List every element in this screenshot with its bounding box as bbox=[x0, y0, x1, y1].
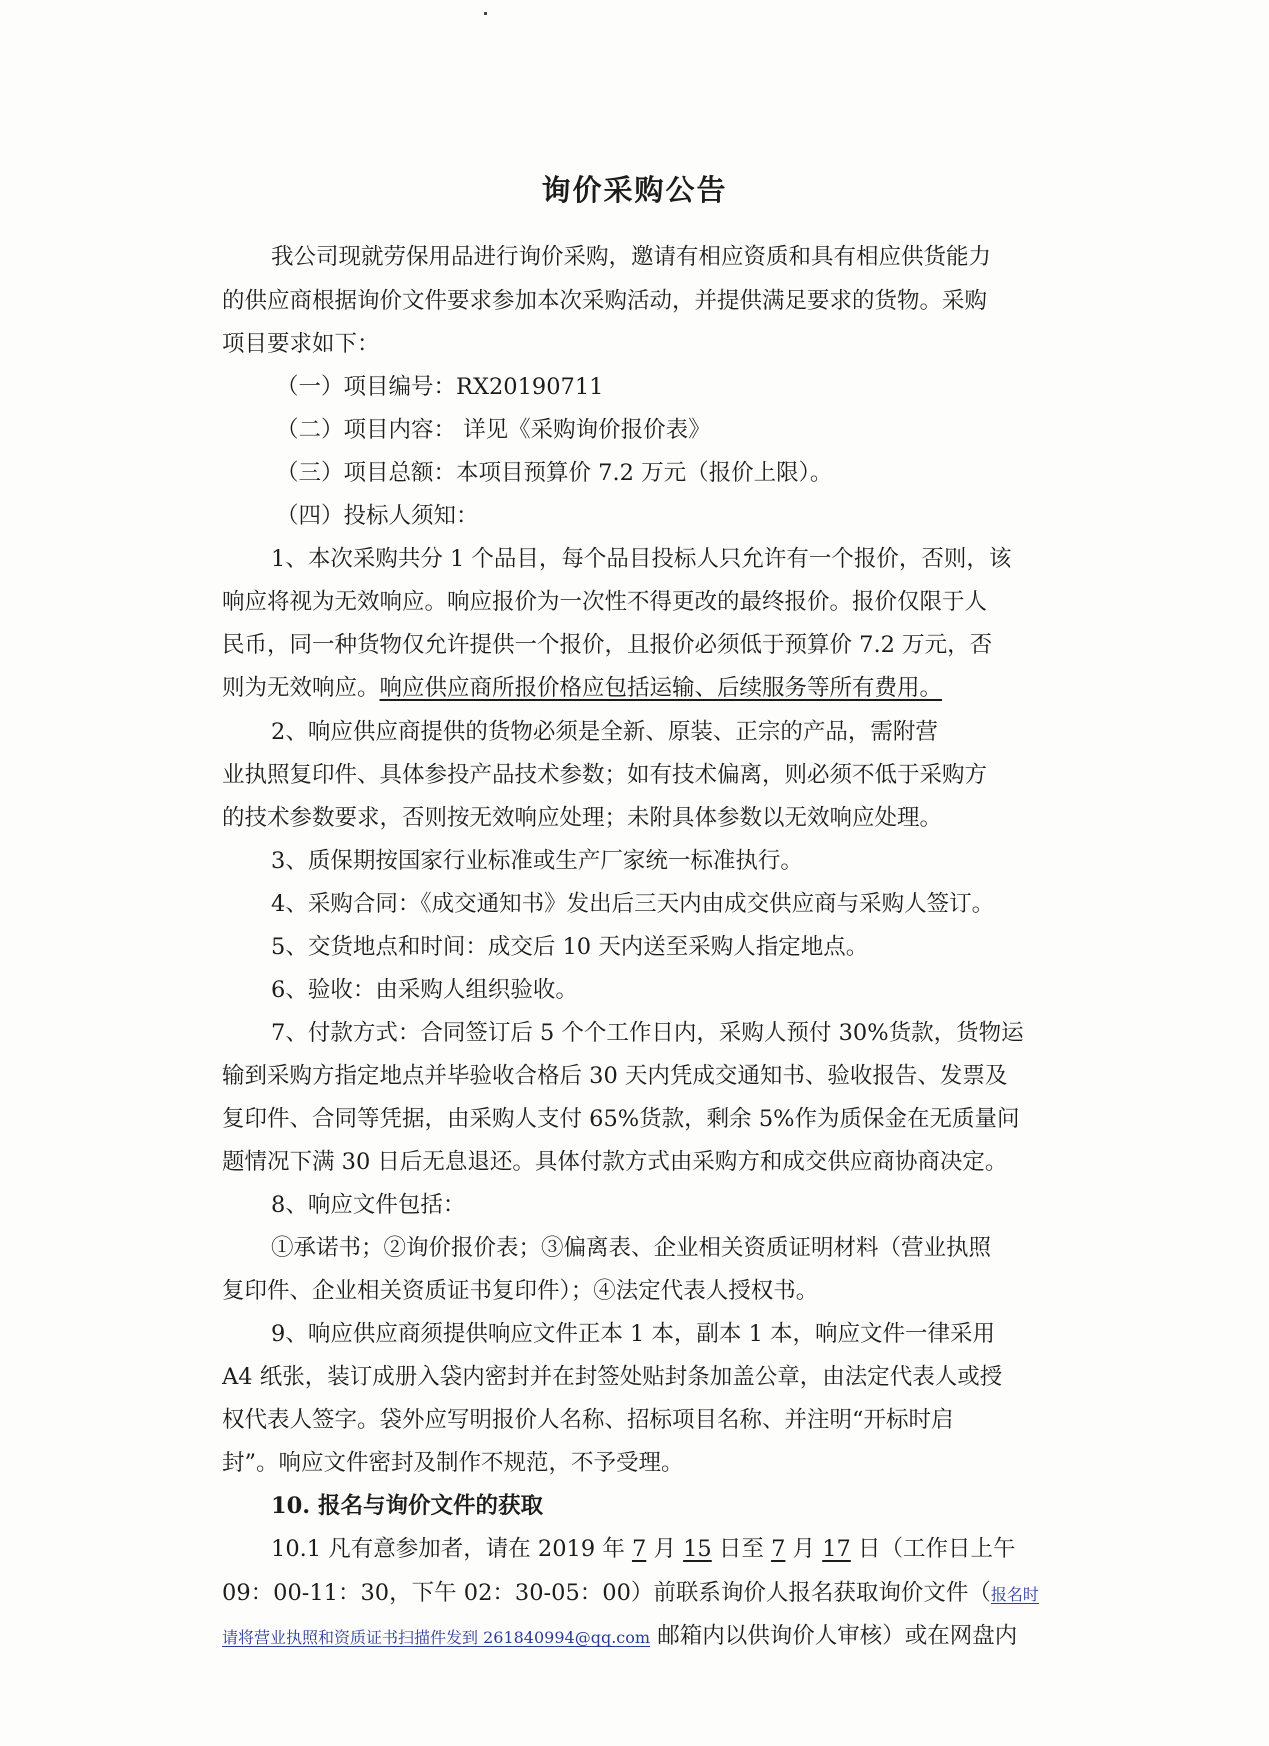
s10-text-d: 月 bbox=[785, 1536, 823, 1562]
s10-line-3-text: 邮箱内以供询价人审核）或在网盘内 bbox=[650, 1623, 1018, 1649]
p8-line-2: ①承诺书；②询价报价表；③偏离表、企业相关资质证明材料（营业执照 bbox=[271, 1235, 992, 1261]
s10-line-3 bbox=[222, 1621, 1077, 1653]
intro-line-2: 的供应商根据询价文件要求参加本次采购活动，并提供满足要求的货物。采购 bbox=[222, 288, 988, 314]
s10-line-2 bbox=[222, 1578, 1077, 1610]
p2-line-1: 2、响应供应商提供的货物必须是全新、原装、正宗的产品，需附营 bbox=[271, 719, 938, 745]
p1-line-3: 民币，同一种货物仅允许提供一个报价，且报价必须低于预算价 7.2 万元，否 bbox=[222, 632, 993, 658]
s10-text-c: 日至 bbox=[711, 1536, 772, 1562]
s10-text-b: 月 bbox=[646, 1536, 684, 1562]
p2-line-2: 业执照复印件、具体参投产品技术参数；如有技术偏离，则必须不低于采购方 bbox=[222, 762, 988, 788]
p8-line-1: 8、响应文件包括： bbox=[271, 1192, 466, 1218]
p3-line: 3、质保期按国家行业标准或生产厂家统一标准执行。 bbox=[271, 848, 803, 874]
p4-line: 4、采购合同：《成交通知书》发出后三天内由成交供应商与采购人签订。 bbox=[271, 891, 995, 917]
page-title: 询价采购公告 bbox=[541, 173, 728, 207]
crop-mark bbox=[484, 12, 487, 15]
s10-month-2: 7 bbox=[771, 1536, 786, 1562]
s10-line-1 bbox=[271, 1534, 1126, 1564]
p9-line-3: 权代表人签字。袋外应写明报价人名称、招标项目名称、并注明“开标时启 bbox=[222, 1407, 954, 1433]
item-bidder-notice: （四）投标人须知： bbox=[276, 503, 479, 529]
p1-underlined-text: 响应供应商所报价格应包括运输、后续服务等所有费用。 bbox=[379, 675, 943, 701]
p9-line-2: A4 纸张，装订成册入袋内密封并在封签处贴封条加盖公章，由法定代表人或授 bbox=[222, 1364, 1003, 1390]
s10-day-1: 15 bbox=[683, 1536, 712, 1562]
p7-line-3: 复印件、合同等凭据，由采购人支付 65%货款，剩余 5%作为质保金在无质量问 bbox=[222, 1106, 1020, 1132]
p1-line-4 bbox=[222, 673, 1077, 703]
p1-line-4-text: 则为无效响应。 bbox=[222, 675, 380, 701]
s10-text-e: 日（工作日上午 bbox=[850, 1536, 1016, 1562]
p8-line-3: 复印件、企业相关资质证书复印件）；④法定代表人授权书。 bbox=[222, 1278, 819, 1304]
item-project-total: （三）项目总额：本项目预算价 7.2 万元（报价上限）。 bbox=[276, 460, 833, 486]
s10-month-1: 7 bbox=[631, 1536, 647, 1562]
p7-line-1: 7、付款方式：合同签订后 5 个个工作日内，采购人预付 30%货款，货物运 bbox=[271, 1020, 1024, 1046]
item-project-content: （二）项目内容： 详见《采购询价报价表》 bbox=[276, 417, 711, 443]
p9-line-1: 9、响应供应商须提供响应文件正本 1 本，副本 1 本，响应文件一律采用 bbox=[271, 1321, 996, 1347]
intro-line-3: 项目要求如下： bbox=[222, 331, 380, 357]
p1-line-2: 响应将视为无效响应。响应报价为一次性不得更改的最终报价。报价仅限于人 bbox=[222, 589, 988, 615]
p1-line-1: 1、本次采购共分 1 个品目，每个品目投标人只允许有一个报价，否则，该 bbox=[271, 546, 1012, 572]
s10-text-a: 10.1 凡有意参加者，请在 2019 年 bbox=[271, 1536, 632, 1562]
p5-line: 5、交货地点和时间：成交后 10 天内送至采购人指定地点。 bbox=[271, 934, 869, 960]
s10-line-2-text: 09：00-11：30，下午 02：30-05：00）前联系询价人报名获取询价文件（ bbox=[222, 1580, 991, 1606]
s10-day-2: 17 bbox=[822, 1536, 851, 1562]
p6-line: 6、验收：由采购人组织验收。 bbox=[271, 977, 578, 1003]
email-submission-link[interactable]: 请将营业执照和资质证书扫描件发到 261840994@qq.com bbox=[222, 1628, 651, 1647]
p7-line-4: 题情况下满 30 日后无息退还。具体付款方式由采购方和成交供应商协商决定。 bbox=[222, 1149, 1008, 1175]
item-project-number: （一）项目编号：RX20190711 bbox=[276, 374, 604, 400]
p7-line-2: 输到采购方指定地点并毕验收合格后 30 天内凭成交通知书、验收报告、发票及 bbox=[222, 1063, 1008, 1089]
p9-line-4: 封”。响应文件密封及制作不规范，不予受理。 bbox=[222, 1450, 684, 1476]
p2-line-3: 的技术参数要求，否则按无效响应处理；未附具体参数以无效响应处理。 bbox=[222, 805, 943, 831]
section-10-heading: 10. 报名与询价文件的获取 bbox=[271, 1493, 543, 1519]
intro-line-1: 我公司现就劳保用品进行询价采购，邀请有相应资质和具有相应供货能力 bbox=[271, 244, 992, 270]
registration-note-link[interactable]: 报名时 bbox=[990, 1585, 1039, 1604]
